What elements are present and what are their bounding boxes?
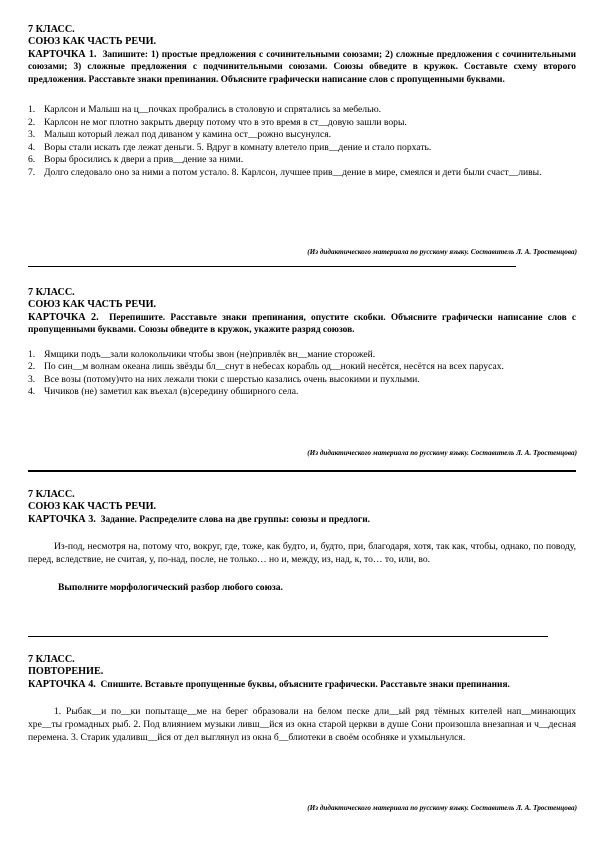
card-4-task-text: Спишите. Вставьте пропущенные буквы, объясните графически. Расставьте знаки препинания. — [100, 679, 510, 690]
divider — [28, 636, 548, 637]
list-item: 4. Чичиков (не) заметил как въехал (в)середину обширного села. — [28, 386, 299, 398]
card-1-source: (Из дидактического материала по русскому языку. Составитель Л. А. Тростенцова) — [307, 248, 577, 256]
card-4 — [28, 654, 576, 744]
card-2-label: КАРТОЧКА 2. — [28, 311, 99, 323]
card-4-text: 1. Рыбак__и по__ки попытаще__ме на берег образовали на белом песке дли__ый ряд тёмных кителей нап__минающих хре__ты громадных рыб. 2. Под влиянием музыки ливш__йся из окна старой церкви в душе Сони произошла внезапная и ч__десная перемена. 3. Старик удаливш__йся от дел выглянул из окна б__блиотеки в своём особняке и ухмыльнулся. — [28, 706, 576, 744]
card-1-task-text: Запишите: 1) простые предложения с сочинительными союзами; 2) сложные предложения с сочинительными союзами; 3) сложные предложения с подчинительными союзами. Союзы обведите в кружок. Составьте схему второго предложения. Расставьте знаки препинания. Объясните графически написание слов с пропущенными буквами. — [28, 49, 576, 85]
card-2 — [28, 287, 576, 399]
card-2-task — [28, 312, 576, 337]
card-1-items — [28, 104, 576, 180]
card-3-word-list: Из-под, несмотря на, потому что, вокруг, где, тоже, как будто, и, будто, при, благодаря, хотя, так как, чтобы, однако, по поводу, перед, вследствие, не считая, у, по-над, после, не только… но и, между, из, над, к, то… то, или, во. — [28, 541, 576, 566]
card-4-topic: ПОВТОРЕНИЕ. — [28, 666, 104, 678]
card-1-topic: СОЮЗ КАК ЧАСТЬ РЕЧИ. — [28, 36, 157, 48]
card-3-grade: 7 КЛАСС. — [28, 489, 75, 500]
list-item: 2. Карлсон не мог плотно закрыть дверцу потому что в это время в ст__довую зашли воры. — [28, 116, 407, 128]
card-3-task — [28, 514, 576, 526]
divider — [28, 266, 516, 267]
card-2-items — [28, 349, 576, 399]
divider — [28, 470, 576, 472]
list-item: 1. Ямщики подъ__зали колокольчики чтобы звон (не)привлёк вн__мание сторожей. — [28, 348, 376, 360]
card-4-grade: 7 КЛАСС. — [28, 654, 75, 665]
card-2-grade: 7 КЛАСС. — [28, 287, 75, 298]
list-item: 7. Долго следовало оно за ними а потом устало. 8. Карлсон, лучшее прив__дение в мире, смеялся и дети были счаст__ливы. — [28, 167, 542, 178]
list-item: 2. По син__м волнам океана лишь звёзды бл__снут в небесах корабль од__нокий несётся, несётся на всех парусах. — [28, 361, 504, 373]
card-4-label: КАРТОЧКА 4. — [28, 678, 96, 690]
card-2-source: (Из дидактического материала по русскому языку. Составитель Л. А. Тростенцова) — [307, 449, 577, 457]
card-3 — [28, 489, 576, 594]
card-4-source: (Из дидактического материала по русскому языку. Составитель Л. А. Тростенцова) — [307, 804, 577, 812]
card-1 — [28, 24, 576, 180]
card-1-grade: 7 КЛАСС. — [28, 24, 75, 35]
list-item: 3. Малыш который лежал под диваном у камина ост__рожно высунулся. — [28, 129, 332, 141]
card-1-task — [28, 49, 576, 86]
list-item: 6. Воры бросились к двери а прив__дение за ними. — [28, 154, 244, 166]
card-2-task-text: Перепишите. Расставьте знаки препинания, опустите скобки. Объясните графически написание слов с пропущенными буквами. Союзы обведите в кружок, укажите разряд союзов. — [28, 312, 576, 336]
list-item: 4. Воры стали искать где лежат деньги. 5. Вдруг в комнату влетело прив__дение и стало порхать. — [28, 141, 432, 153]
card-4-task — [28, 679, 576, 691]
card-2-topic: СОЮЗ КАК ЧАСТЬ РЕЧИ. — [28, 299, 157, 311]
card-3-label: КАРТОЧКА 3. — [28, 513, 96, 525]
list-item: 1. Карлсон и Малыш на ц__почках пробрались в столовую и спрятались за мебелью. — [28, 104, 382, 116]
list-item: 3. Все возы (потому)что на них лежали тюки с шерстью казались очень высокими и пухлыми. — [28, 373, 420, 385]
card-3-topic: СОЮЗ КАК ЧАСТЬ РЕЧИ. — [28, 501, 157, 513]
card-3-note: Выполните морфологический разбор любого союза. — [58, 582, 283, 594]
card-1-label: КАРТОЧКА 1. — [28, 48, 97, 60]
card-3-task-text: Задание. Распределите слова на две группы: союзы и предлоги. — [100, 514, 371, 525]
